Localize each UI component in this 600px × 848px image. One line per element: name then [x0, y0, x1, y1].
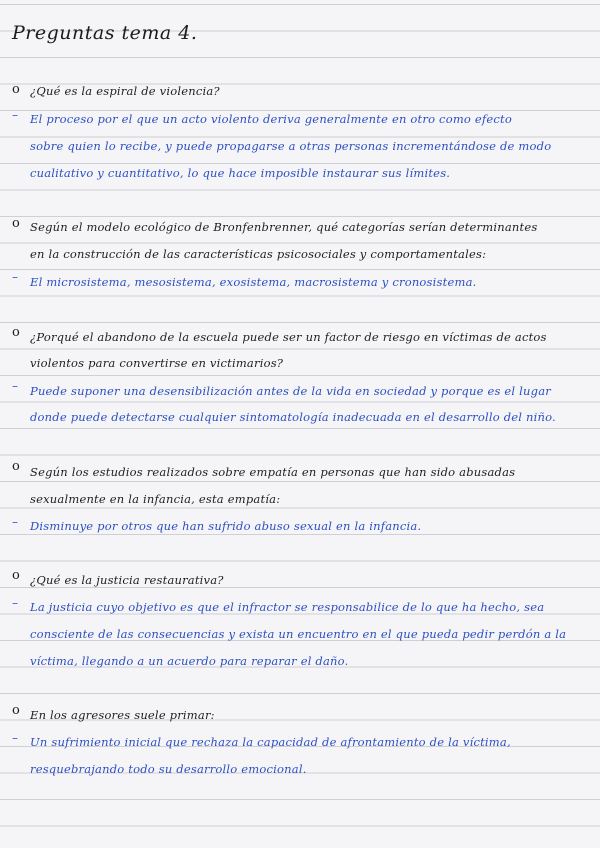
question-bullet: o: [12, 216, 20, 231]
answer-5-line-2: consciente de las consecuencias y exista un encuentro en el que pueda pedir perdón a la: [30, 627, 567, 641]
question-bullet: o: [12, 703, 20, 718]
question-1-line-1: ¿Qué es la espiral de violencia?: [30, 84, 220, 98]
question-2-line-1: Según el modelo ecológico de Bronfenbrenner, qué categorías serían determinantes: [30, 220, 538, 234]
answer-1-line-2: sobre quien lo recibe, y puede propagarse a otras personas incrementándose de modo: [30, 139, 552, 153]
question-bullet: o: [12, 82, 20, 97]
question-3-line-1: ¿Porqué el abandono de la escuela puede ser un factor de riesgo en víctimas de actos: [30, 330, 547, 344]
answer-6-line-2: resquebrajando todo su desarrollo emocional.: [30, 762, 307, 776]
page-title: Preguntas tema 4.: [12, 22, 198, 44]
answer-dash: –: [12, 108, 18, 122]
answer-1-line-1: El proceso por el que un acto violento deriva generalmente en otro como efecto: [30, 112, 512, 126]
question-bullet: o: [12, 325, 20, 340]
question-4-line-2: sexualmente en la infancia, esta empatía:: [30, 492, 281, 506]
answer-2-line-1: El microsistema, mesosistema, exosistema, macrosistema y cronosistema.: [30, 275, 477, 289]
question-4-line-1: Según los estudios realizados sobre empatía en personas que han sido abusadas: [30, 465, 516, 479]
question-6-line-1: En los agresores suele primar:: [30, 708, 215, 722]
answer-4-line-1: Disminuye por otros que han sufrido abuso sexual en la infancia.: [30, 519, 422, 533]
answer-dash: –: [12, 270, 18, 284]
answer-dash: –: [12, 515, 18, 529]
answer-dash: –: [12, 379, 18, 393]
answer-dash: –: [12, 596, 18, 610]
question-2-line-2: en la construcción de las características psicosociales y comportamentales:: [30, 247, 487, 261]
question-3-line-2: violentos para convertirse en victimarios?: [30, 356, 284, 370]
answer-6-line-1: Un sufrimiento inicial que rechaza la capacidad de afrontamiento de la víctima,: [30, 735, 511, 749]
answer-3-line-2: donde puede detectarse cualquier sintomatología inadecuada en el desarrollo del niño.: [30, 410, 556, 424]
question-bullet: o: [12, 568, 20, 583]
answer-5-line-3: víctima, llegando a un acuerdo para reparar el daño.: [30, 654, 349, 668]
answer-5-line-1: La justicia cuyo objetivo es que el infractor se responsabilice de lo que ha hecho, sea: [30, 600, 545, 614]
answer-3-line-1: Puede suponer una desensibilización antes de la vida en sociedad y porque es el lugar: [30, 384, 551, 398]
answer-dash: –: [12, 731, 18, 745]
question-bullet: o: [12, 459, 20, 474]
answer-1-line-3: cualitativo y cuantitativo, lo que hace imposible instaurar sus límites.: [30, 166, 451, 180]
question-5-line-1: ¿Qué es la justicia restaurativa?: [30, 573, 224, 587]
